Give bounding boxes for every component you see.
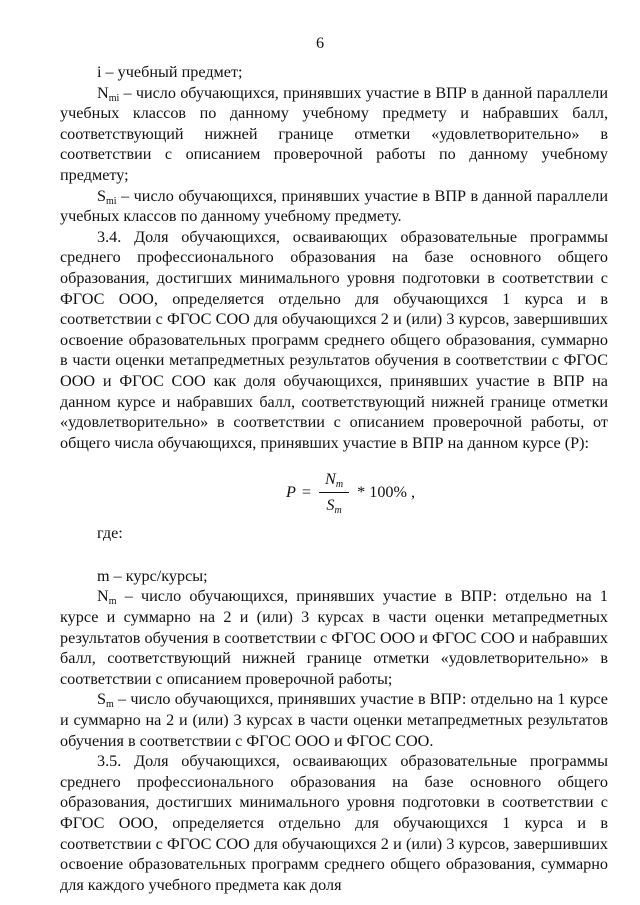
formula-lhs: P bbox=[286, 483, 296, 502]
definition-nmi bbox=[60, 83, 608, 186]
formula-fraction bbox=[319, 469, 349, 515]
paragraph-3-5: 3.5. Доля обучающихся, осваивающих образовательные программы среднего профессионального образования на базе основного общего образования, достигших минимального уровня подготовки в соответствии с ФГОС ООО, определяется отдельно для обучающихся 1 курса и в соответствии с ФГОС СОО для обучающихся 2 и (или) 3 курсов, завершивших освоение образовательных программ среднего общего образования, суммарно для каждого учебного предмета как доля bbox=[60, 752, 608, 894]
symbol-sub-m: m bbox=[108, 596, 117, 608]
symbol-sub-mi: mi bbox=[108, 92, 120, 104]
symbol-sub-m: m bbox=[106, 699, 114, 711]
definition-smi bbox=[60, 186, 608, 227]
definition-sm bbox=[60, 689, 608, 751]
page-number: 6 bbox=[315, 34, 325, 52]
formula-equals: = bbox=[301, 483, 312, 502]
definition-smi-text: – число обучающихся, принявших участие в ВПР в данной параллели учебных классов по данному учебному предмету. bbox=[60, 186, 608, 226]
definition-nm bbox=[60, 586, 608, 689]
definition-nm-text: – число обучающихся, принявших участие в ВПР: отдельно на 1 курсе и суммарно на 2 и (или) 3 курсах в части оценки метапредметных результатов обучения в соответствии с ФГОС ООО и ФГОС СОО и набравших балл, соответствующий нижней границе отметки «удовлетворительно» в соответствии с описанием проверочной работы; bbox=[60, 587, 608, 688]
definition-sm-text: – число обучающихся, принявших участие в ВПР: отдельно на 1 курсе и суммарно на 2 и (или) 3 курсах в части оценки метапредметных результатов обучения в соответствии с ФГОС ООО и ФГОС СОО. bbox=[60, 690, 608, 750]
definition-m: m – курс/курсы; bbox=[97, 566, 208, 585]
symbol-n: N bbox=[97, 83, 109, 102]
formula-rhs: * 100% , bbox=[357, 483, 416, 502]
paragraph-3-4: 3.4. Доля обучающихся, осваивающих образовательные программы среднего профессионального образования на базе основного общего образования, достигших минимального уровня подготовки в соответствии с ФГОС ООО, определяется отдельно для обучающихся 1 курса и в соответствии с ФГОС СОО для обучающихся 2 и (или) 3 курсов, завершивших освоение образовательных программ среднего общего образования, суммарно в части оценки метапредметных результатов обучения в соответствии с ФГОС ООО и ФГОС СОО как доля обучающихся, принявших участие в ВПР на данном курсе и набравших балл, соответствующий нижней границе отметки «удовлетворительно» в соответствии с описанием проверочной работы, от общего числа обучающихся, принявших участие в ВПР на данном курсе (P): bbox=[60, 227, 608, 452]
where-label: где: bbox=[97, 524, 123, 543]
numerator-sub: m bbox=[335, 479, 344, 491]
denominator-sub: m bbox=[334, 504, 342, 516]
symbol-sub-mi: mi bbox=[106, 195, 117, 207]
formula-numerator bbox=[319, 469, 349, 493]
formula-p bbox=[60, 453, 608, 523]
symbol-s: S bbox=[97, 690, 107, 709]
definition-nmi-text: – число обучающихся, принявших участие в ВПР в данной параллели учебных классов по данному учебному предмету и набравших балл, соответствующий нижней границе отметки «удовлетворительно» в соответствии с описанием проверочной работы по данному учебному предмету; bbox=[60, 83, 608, 184]
symbol-n: N bbox=[97, 587, 109, 606]
formula-denominator bbox=[320, 493, 347, 516]
denominator-symbol: S bbox=[326, 495, 335, 514]
document-body bbox=[60, 62, 608, 895]
definition-i: i – учебный предмет; bbox=[97, 63, 243, 81]
numerator-symbol: N bbox=[325, 470, 336, 489]
symbol-s: S bbox=[97, 186, 107, 205]
